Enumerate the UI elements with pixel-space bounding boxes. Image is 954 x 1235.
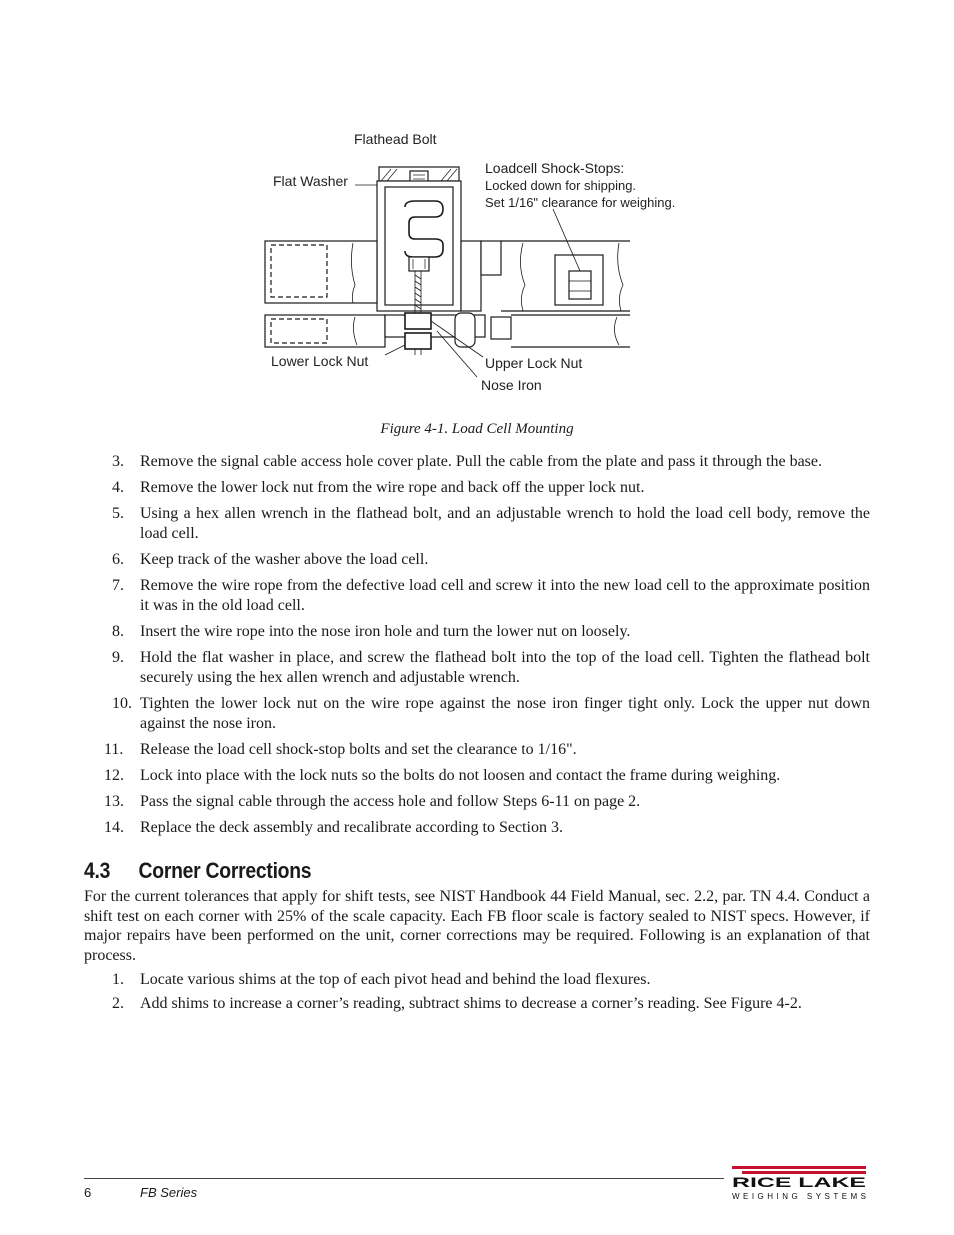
step-text: Remove the wire rope from the defective load cell and screw it into the new load cell to the approximate position it was in the old load cell. <box>140 577 870 614</box>
list-item <box>84 550 870 570</box>
cell-nut <box>409 257 429 271</box>
step-text: Remove the lower lock nut from the wire rope and back off the upper lock nut. <box>140 479 645 496</box>
step-text: Locate various shims at the top of each pivot head and behind the load flexures. <box>140 971 651 988</box>
figure-caption: Figure 4-1. Load Cell Mounting <box>380 421 574 437</box>
step-number: 12. <box>104 767 124 784</box>
step-text: Add shims to increase a corner’s reading, subtract shims to decrease a corner’s reading. See Figure 4-2. <box>140 995 802 1012</box>
right-plate <box>461 241 481 311</box>
step-number: 4. <box>112 479 124 496</box>
step-number: 8. <box>112 623 124 640</box>
procedure-steps <box>84 452 870 838</box>
label-nose-iron: Nose Iron <box>481 377 542 393</box>
section-heading <box>84 858 311 884</box>
logo-bottom-text: WEIGHING SYSTEMS <box>732 1192 866 1201</box>
step-number: 7. <box>112 577 124 594</box>
section-number: 4.3 <box>84 858 111 883</box>
shock-stop-bolt <box>569 271 591 299</box>
list-item <box>84 792 870 812</box>
logo-top-text: RICE LAKE <box>732 1174 866 1190</box>
upper-lock-nut <box>405 313 431 329</box>
list-item <box>84 994 870 1014</box>
label-shock-stops-line2: Set 1/16" clearance for weighing. <box>485 195 676 210</box>
list-item <box>84 504 870 544</box>
step-text: Release the load cell shock-stop bolts and set the clearance to 1/16". <box>140 741 577 758</box>
step-number: 2. <box>112 995 124 1012</box>
step-number: 6. <box>112 551 124 568</box>
footer-rule <box>84 1178 724 1179</box>
load-cell-mounting-diagram <box>255 125 695 405</box>
step-text: Remove the signal cable access hole cover plate. Pull the cable from the plate and pass it through the base. <box>140 453 822 470</box>
step-number: 14. <box>104 819 124 836</box>
label-upper-lock-nut: Upper Lock Nut <box>485 355 583 371</box>
step-text: Keep track of the washer above the load cell. <box>140 551 429 568</box>
corner-correction-steps <box>84 970 870 1014</box>
list-item <box>84 576 870 616</box>
list-item <box>84 452 870 472</box>
step-number: 11. <box>104 741 124 758</box>
list-item <box>84 622 870 642</box>
label-shock-stops-title: Loadcell Shock-Stops: <box>485 160 625 176</box>
list-item <box>84 648 870 688</box>
label-flat-washer: Flat Washer <box>273 173 348 189</box>
step-text: Using a hex allen wrench in the flathead bolt, and an adjustable wrench to hold the load cell body, remove the load cell. <box>140 505 870 542</box>
list-item <box>84 970 870 990</box>
logo-red-bars <box>732 1166 866 1174</box>
label-flathead-bolt: Flathead Bolt <box>354 131 437 147</box>
list-item <box>84 818 870 838</box>
list-item <box>84 740 870 760</box>
step-text: Tighten the lower lock nut on the wire rope against the nose iron finger tight only. Lock the upper nut down against the nose iron. <box>140 695 870 732</box>
footer-series: FB Series <box>140 1185 198 1200</box>
section-paragraph: For the current tolerances that apply for shift tests, see NIST Handbook 44 Field Manual, sec. 2.2, par. TN 4.4. Conduct a shift test on each corner with 25% of the scale capacity. Each FB floor scale is factory sealed to NIST specs. However, if major repairs have been performed on the unit, corner corrections may be required. Following is an explanation of that process. <box>84 888 870 964</box>
label-lower-lock-nut: Lower Lock Nut <box>271 353 369 369</box>
list-item <box>84 766 870 786</box>
page-number: 6 <box>84 1185 92 1200</box>
list-item <box>84 478 870 498</box>
step-text: Insert the wire rope into the nose iron hole and turn the lower nut on loosely. <box>140 623 631 640</box>
step-number: 5. <box>112 505 124 522</box>
label-shock-stops-line1: Locked down for shipping. <box>485 178 637 193</box>
step-number: 9. <box>112 649 124 666</box>
step-number: 1. <box>112 971 124 988</box>
step-number: 3. <box>112 453 124 470</box>
step-text: Replace the deck assembly and recalibrate according to Section 3. <box>140 819 563 836</box>
lower-lock-nut <box>405 333 431 349</box>
step-text: Lock into place with the lock nuts so the bolts do not loosen and contact the frame during weighing. <box>140 767 781 784</box>
list-item <box>84 694 870 734</box>
step-number: 13. <box>104 793 124 810</box>
rice-lake-logo <box>728 1166 870 1202</box>
step-text: Hold the flat washer in place, and screw the flathead bolt into the top of the load cell. Tighten the flathead bolt securely using the hex allen wrench and adjustable wrench. <box>140 649 870 686</box>
section-title: Corner Corrections <box>138 858 312 883</box>
step-text: Pass the signal cable through the access hole and follow Steps 6-11 on page 2. <box>140 793 641 810</box>
step-number: 10. <box>112 695 132 712</box>
